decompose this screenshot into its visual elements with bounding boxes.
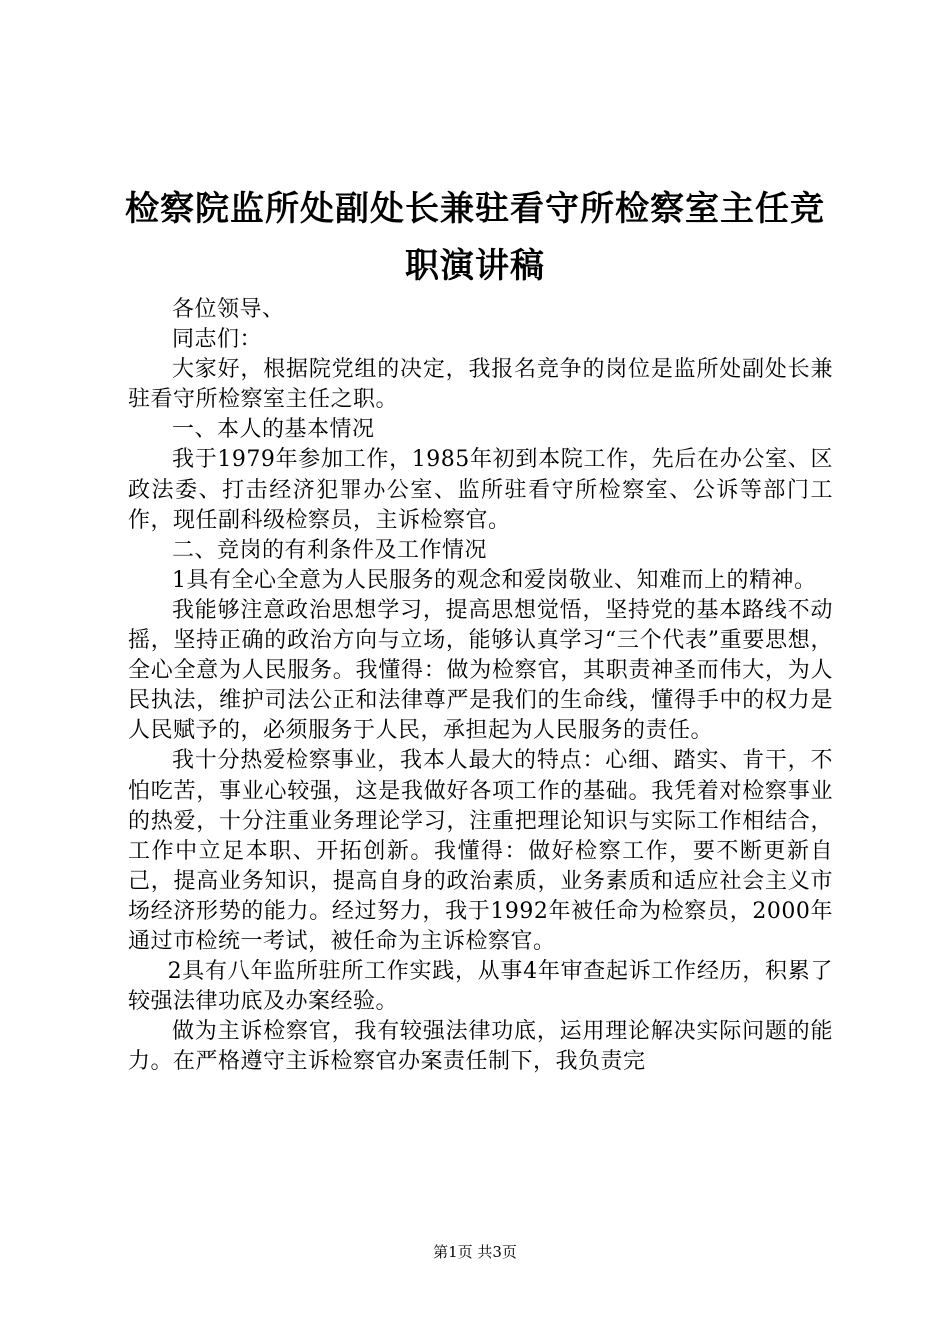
paragraph-intro: 大家好，根据院党组的决定，我报名竞争的岗位是监所处副处长兼驻看守所检察室主任之职。: [128, 357, 833, 413]
page-number-footer: 第1页 共3页: [433, 1243, 517, 1261]
paragraph-point-1: 1具有全心全意为人民服务的观念和爱岗敬业、知难而上的精神。: [172, 567, 817, 593]
paragraph-political-study: 我能够注意政治思想学习，提高思想觉悟，坚持党的基本路线不动摇，坚持正确的政治方向与立场，能够认真学习“三个代表”重要思想，全心全意为人民服务。我懂得：做为检察官，其职责神圣而伟大，为人民执法，维护司法公正和法律尊严是我们的生命线，懂得手中的权力是人民赋予的，必须服务于人民，承担起为人民服务的责任。: [128, 597, 833, 744]
paragraph-prosecutor-duty: 做为主诉检察官，我有较强法律功底，运用理论解决实际问题的能力。在严格遵守主诉检察官办案责任制下，我负责完: [128, 1019, 833, 1075]
section-heading-basic-info: 一、本人的基本情况: [172, 417, 375, 443]
document-title-line-2: 职演讲稿: [405, 246, 545, 286]
paragraph-point-2: 2具有八年监所驻所工作实践，从事4年审查起诉工作经历，积累了较强法律功底及办案经验。: [128, 959, 833, 1015]
section-heading-advantages: 二、竞岗的有利条件及工作情况: [172, 537, 488, 563]
paragraph-work-history: 我于1979年参加工作，1985年初到本院工作，先后在办公室、区政法委、打击经济犯罪办公室、监所驻看守所检察室、公诉等部门工作，现任副科级检察员，主诉检察官。: [128, 447, 833, 533]
paragraph-love-of-work: 我十分热爱检察事业，我本人最大的特点：心细、踏实、肯干，不怕吃苦，事业心较强，这是我做好各项工作的基础。我凭着对检察事业的热爱，十分注重业务理论学习，注重把理论知识与实际工作相结合，工作中立足本职、开拓创新。我懂得：做好检察工作，要不断更新自己，提高业务知识，提高自身的政治素质，业务素质和适应社会主义市场经济形势的能力。经过努力，我于1992年被任命为检察员，2000年通过市检统一考试，被任命为主诉检察官。: [128, 748, 833, 954]
document-title-line-1: 检察院监所处副处长兼驻看守所检察室主任竞: [125, 189, 825, 229]
salutation-leaders: 各位领导、: [172, 297, 285, 322]
salutation-comrades: 同志们：: [172, 327, 263, 353]
document-body: [128, 295, 833, 1077]
